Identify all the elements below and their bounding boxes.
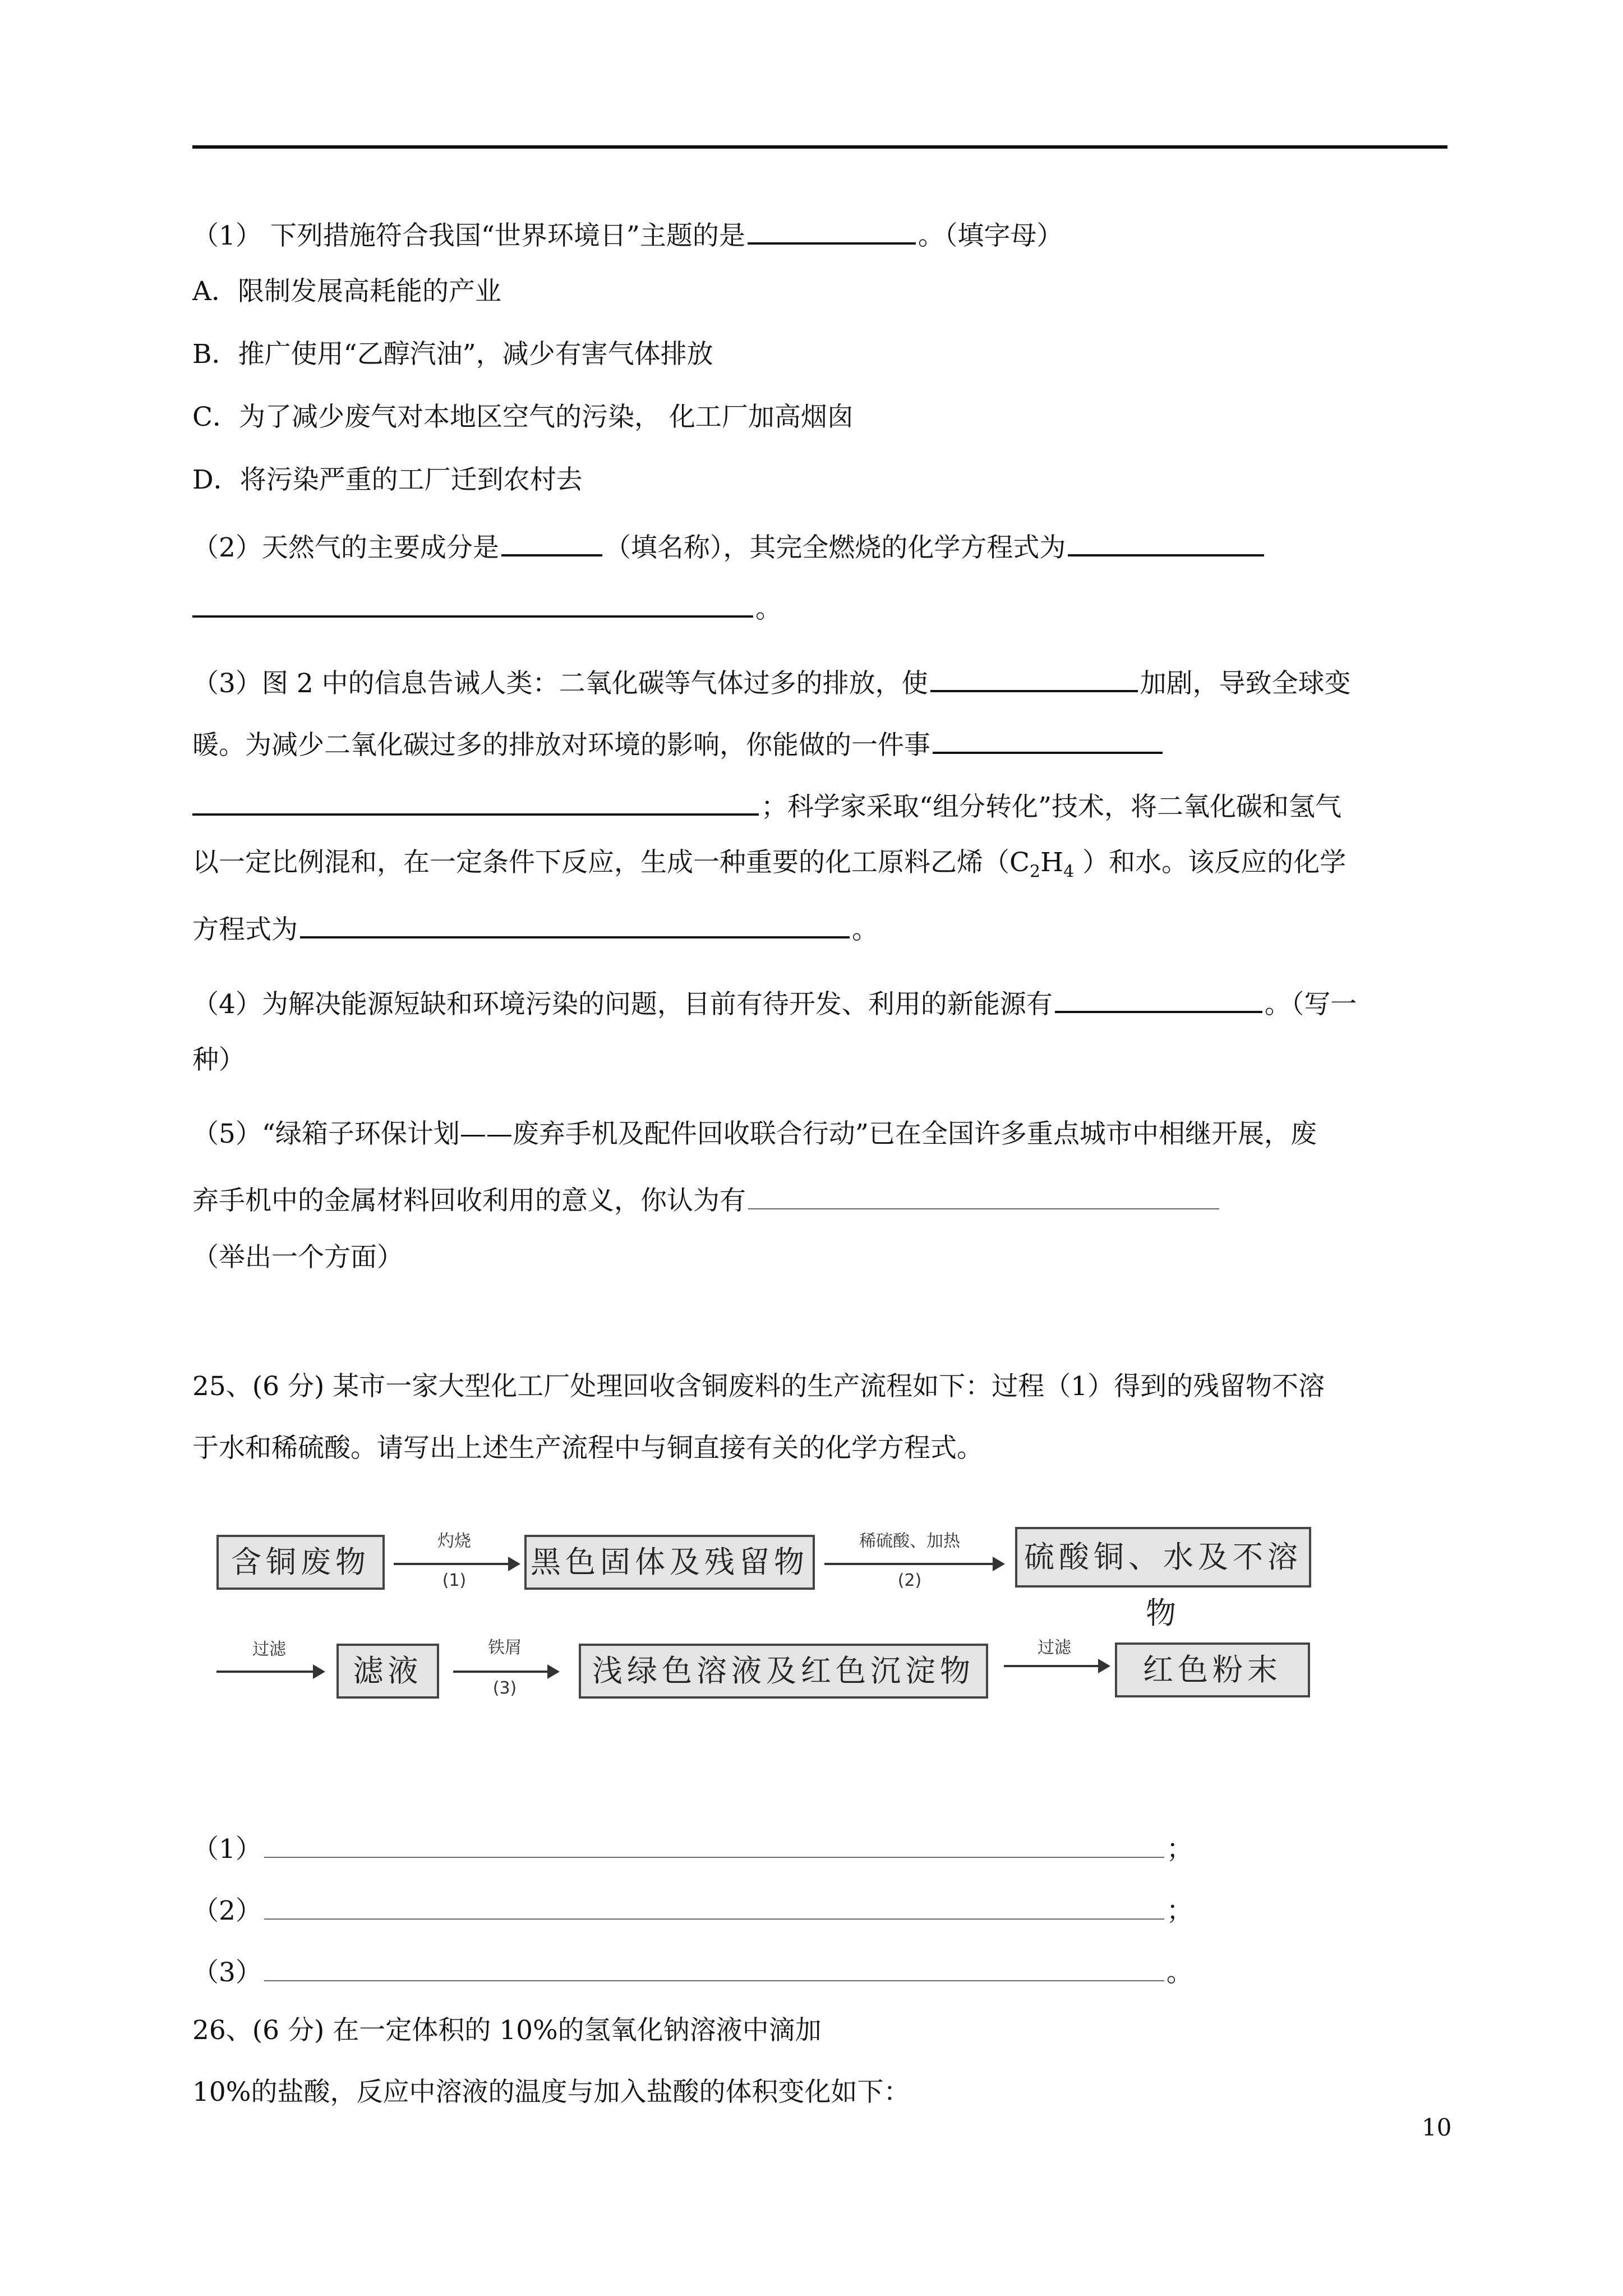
q25-answer-2-blank[interactable] <box>264 1889 1164 1920</box>
q24-part2-line <box>192 525 1266 565</box>
q24-part2-text-a: （2）天然气的主要成分是 <box>192 532 499 563</box>
q24-option-b: B．推广使用“乙醇汽油”，减少有害气体排放 <box>192 339 713 370</box>
flow-label-iron: 铁屑 <box>488 1638 522 1658</box>
flow-arrow-1 <box>394 1563 518 1565</box>
q26-stem-line2: 10%的盐酸，反应中溶液的温度与加入盐酸的体积变化如下： <box>192 2077 910 2108</box>
q24-part4-blank-energy[interactable] <box>1055 982 1262 1013</box>
q24-part3-sub4: 4 <box>1063 862 1075 882</box>
q24-part3-text-g: 方程式为 <box>192 914 298 945</box>
q24-part3-blank-action-cont[interactable] <box>192 784 759 816</box>
q24-part1-blank[interactable] <box>748 213 916 245</box>
q25-answer-2-end: ； <box>1166 1895 1193 1926</box>
q24-part3-blank-action[interactable] <box>933 723 1163 754</box>
flow-label-roast: 灼烧 <box>437 1531 471 1551</box>
q25-stem-line1: 25、(6 分) 某市一家大型化工厂处理回收含铜废料的生产流程如下：过程（1）得到的残留物不溶 <box>192 1371 1325 1402</box>
q24-part3-text-c: 暖。为减少二氧化碳过多的排放对环境的影响，你能做的一件事 <box>192 730 930 761</box>
q24-part5-line3: （举出一个方面） <box>192 1242 403 1273</box>
q24-part3-text-e: 以一定比例混和，在一定条件下反应，生成一种重要的化工原料乙烯（C <box>192 847 1030 878</box>
q24-part1-suffix: 。（填字母） <box>917 220 1063 251</box>
flow-label-step3: (3) <box>492 1678 517 1698</box>
flow-box-filtrate: 滤液 <box>336 1644 439 1699</box>
q25-answer-2-label: （2） <box>192 1895 262 1926</box>
q24-part3-sub2: 2 <box>1029 862 1041 882</box>
q24-part3-line4 <box>192 846 1346 889</box>
q24-part4-text-a: （4）为解决能源短缺和环境污染的问题，目前有待开发、利用的新能源有 <box>192 989 1053 1020</box>
q24-part3-line2 <box>192 723 1165 762</box>
q24-option-d: D．将污染严重的工厂迁到农村去 <box>192 464 583 495</box>
q24-part5-blank[interactable] <box>748 1179 1219 1209</box>
flow-arrow-5 <box>1004 1665 1108 1667</box>
flow-label-filter-2: 过滤 <box>1038 1638 1071 1658</box>
flow-box-red-powder: 红色粉末 <box>1115 1642 1310 1697</box>
q24-part2-line2 <box>192 586 782 626</box>
flow-box-black-solid: 黑色固体及残留物 <box>524 1535 815 1590</box>
q24-part4-line2: 种） <box>192 1045 245 1075</box>
q24-option-a: A．限制发展高耗能的产业 <box>192 276 501 307</box>
q25-stem-line2: 于水和稀硫酸。请写出上述生产流程中与铜直接有关的化学方程式。 <box>192 1433 983 1464</box>
q25-answer-3-end: 。 <box>1166 1957 1193 1988</box>
q24-part3-text-a: （3）图 2 中的信息告诫人类：二氧化碳等气体过多的排放，使 <box>192 668 928 699</box>
q24-part4-line1 <box>192 982 1357 1022</box>
q24-part3-text-f: ）和水。该反应的化学 <box>1074 847 1347 878</box>
q25-answer-1-end: ； <box>1166 1834 1193 1865</box>
flow-box-green-solution: 浅绿色溶液及红色沉淀物 <box>579 1644 988 1699</box>
q24-part5-line1: （5）“绿箱子环保计划——废弃手机及配件回收联合行动”已在全国许多重点城市中相继开展，废 <box>192 1119 1317 1149</box>
q24-part3-line5 <box>192 907 878 947</box>
q24-part2-end: 。 <box>755 593 782 624</box>
q24-part3-end: 。 <box>852 914 878 945</box>
flow-label-acid-heat: 稀硫酸、加热 <box>859 1531 960 1551</box>
q26-stem-line1: 26、(6 分) 在一定体积的 10%的氢氧化钠溶液中滴加 <box>192 2015 822 2046</box>
q24-part4-text-b: 。（写一 <box>1264 989 1357 1020</box>
q24-part1-line <box>192 213 1063 253</box>
q24-part3-text-b: 加剧，导致全球变 <box>1140 668 1351 699</box>
q25-answer-1 <box>192 1828 1193 1866</box>
q25-answer-3-label: （3） <box>192 1957 262 1988</box>
flow-label-filter-1: 过滤 <box>252 1640 286 1659</box>
q24-part3-blank-effect[interactable] <box>930 661 1138 692</box>
q24-part3-text-d: ；科学家采取“组分转化”技术，将二氧化碳和氢气 <box>761 792 1342 822</box>
flow-box-copper-sulfate: 硫酸铜、水及不溶物 <box>1015 1527 1311 1588</box>
q24-part3-h: H <box>1040 847 1064 878</box>
q24-part3-line1 <box>192 661 1351 701</box>
header-rule <box>192 145 1447 149</box>
q25-answer-1-label: （1） <box>192 1834 262 1865</box>
q24-option-c: C．为了减少废气对本地区空气的污染， 化工厂加高烟囱 <box>192 402 854 432</box>
q25-answer-1-blank[interactable] <box>264 1828 1164 1858</box>
flow-arrow-3 <box>216 1671 323 1673</box>
flow-box-copper-waste: 含铜废物 <box>216 1535 385 1590</box>
q24-part3-blank-equation[interactable] <box>300 907 850 938</box>
q24-part2-blank-equation[interactable] <box>1068 525 1264 556</box>
flow-arrow-4 <box>453 1671 557 1673</box>
q24-part5-line2 <box>192 1179 1221 1218</box>
q24-part2-blank-name[interactable] <box>501 525 602 556</box>
q24-part2-blank-equation-cont[interactable] <box>192 586 753 618</box>
q25-answer-2 <box>192 1889 1193 1928</box>
flow-label-step2: (2) <box>897 1571 922 1590</box>
q25-answer-3 <box>192 1951 1193 1990</box>
q25-answer-3-blank[interactable] <box>264 1951 1164 1981</box>
flow-arrow-2 <box>824 1563 1003 1565</box>
q24-part3-line3 <box>192 784 1341 824</box>
q24-part5-text-b: 弃手机中的金属材料回收利用的意义，你认为有 <box>192 1185 746 1216</box>
flow-label-step1: (1) <box>442 1571 467 1590</box>
page-number: 10 <box>1422 2114 1452 2141</box>
q24-part1-text: （1） 下列措施符合我国“世界环境日”主题的是 <box>192 220 745 251</box>
q24-part2-text-b: （填名称），其完全燃烧的化学方程式为 <box>604 532 1066 563</box>
